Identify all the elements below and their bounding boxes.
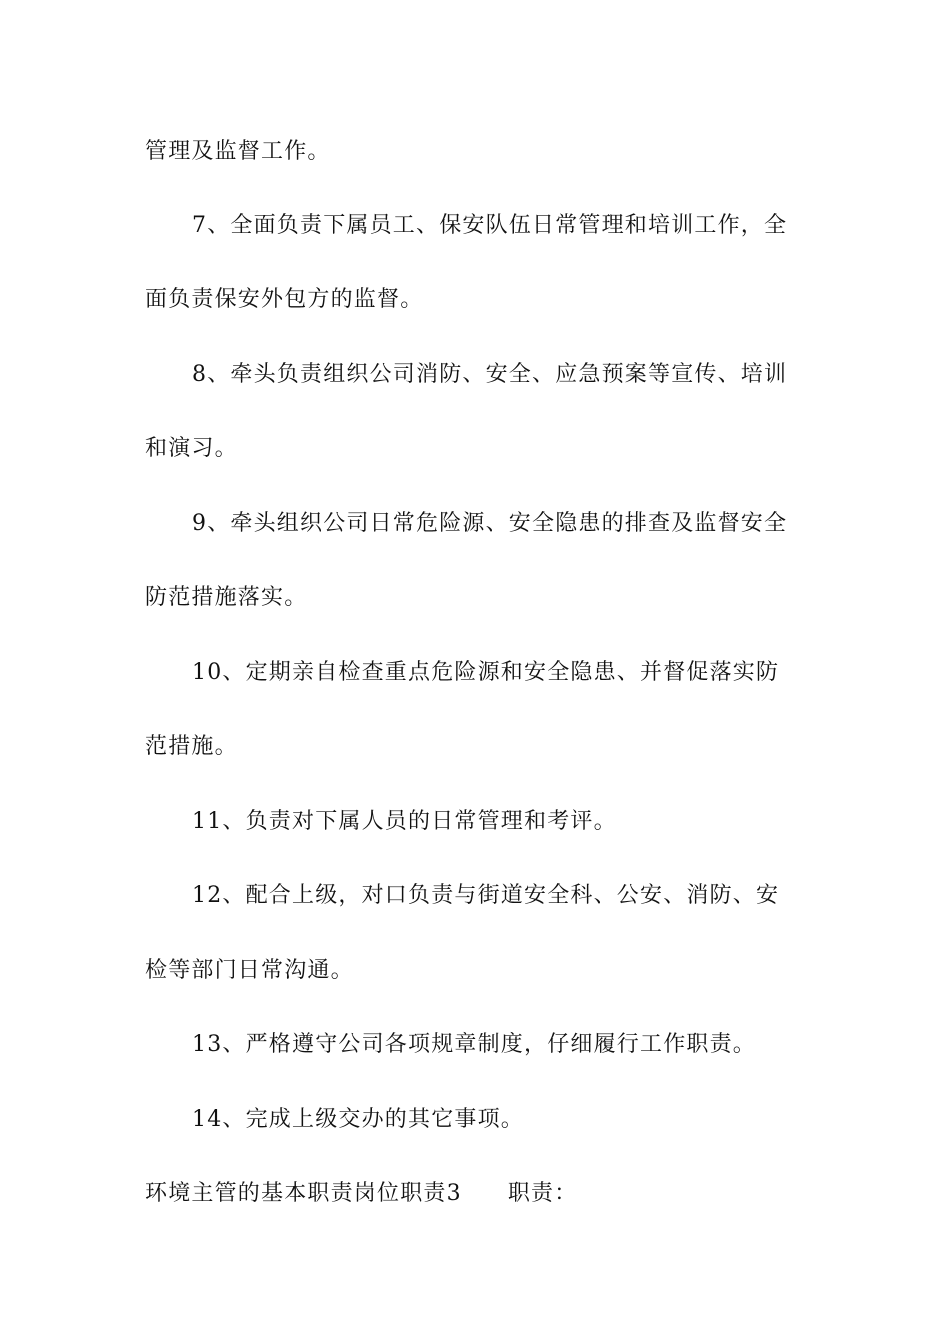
paragraph-line: 8、牵头负责组织公司消防、安全、应急预案等宣传、培训 bbox=[192, 362, 788, 387]
section-heading bbox=[145, 1179, 577, 1209]
paragraph-line: 范措施。 bbox=[145, 734, 238, 759]
paragraph-line: 管理及监督工作。 bbox=[145, 139, 331, 164]
paragraph-line: 防范措施落实。 bbox=[145, 585, 308, 610]
heading-title: 环境主管的基本职责岗位职责3 bbox=[145, 1181, 462, 1206]
paragraph-line: 面负责保安外包方的监督。 bbox=[145, 287, 424, 312]
paragraph-line: 7、全面负责下属员工、保安队伍日常管理和培训工作，全 bbox=[192, 213, 788, 238]
paragraph-line: 10、定期亲自检查重点危险源和安全隐患、并督促落实防 bbox=[192, 660, 780, 685]
paragraph-line: 14、完成上级交办的其它事项。 bbox=[192, 1107, 524, 1132]
paragraph-line: 11、负责对下属人员的日常管理和考评。 bbox=[192, 809, 617, 834]
paragraph-line: 13、严格遵守公司各项规章制度，仔细履行工作职责。 bbox=[192, 1032, 756, 1057]
paragraph-line: 9、牵头组织公司日常危险源、安全隐患的排查及监督安全 bbox=[192, 511, 788, 536]
paragraph-line: 12、配合上级，对口负责与街道安全科、公安、消防、安 bbox=[192, 883, 780, 908]
heading-label: 职责： bbox=[507, 1181, 578, 1206]
paragraph-line: 和演习。 bbox=[145, 436, 238, 461]
paragraph-line: 检等部门日常沟通。 bbox=[145, 958, 354, 983]
